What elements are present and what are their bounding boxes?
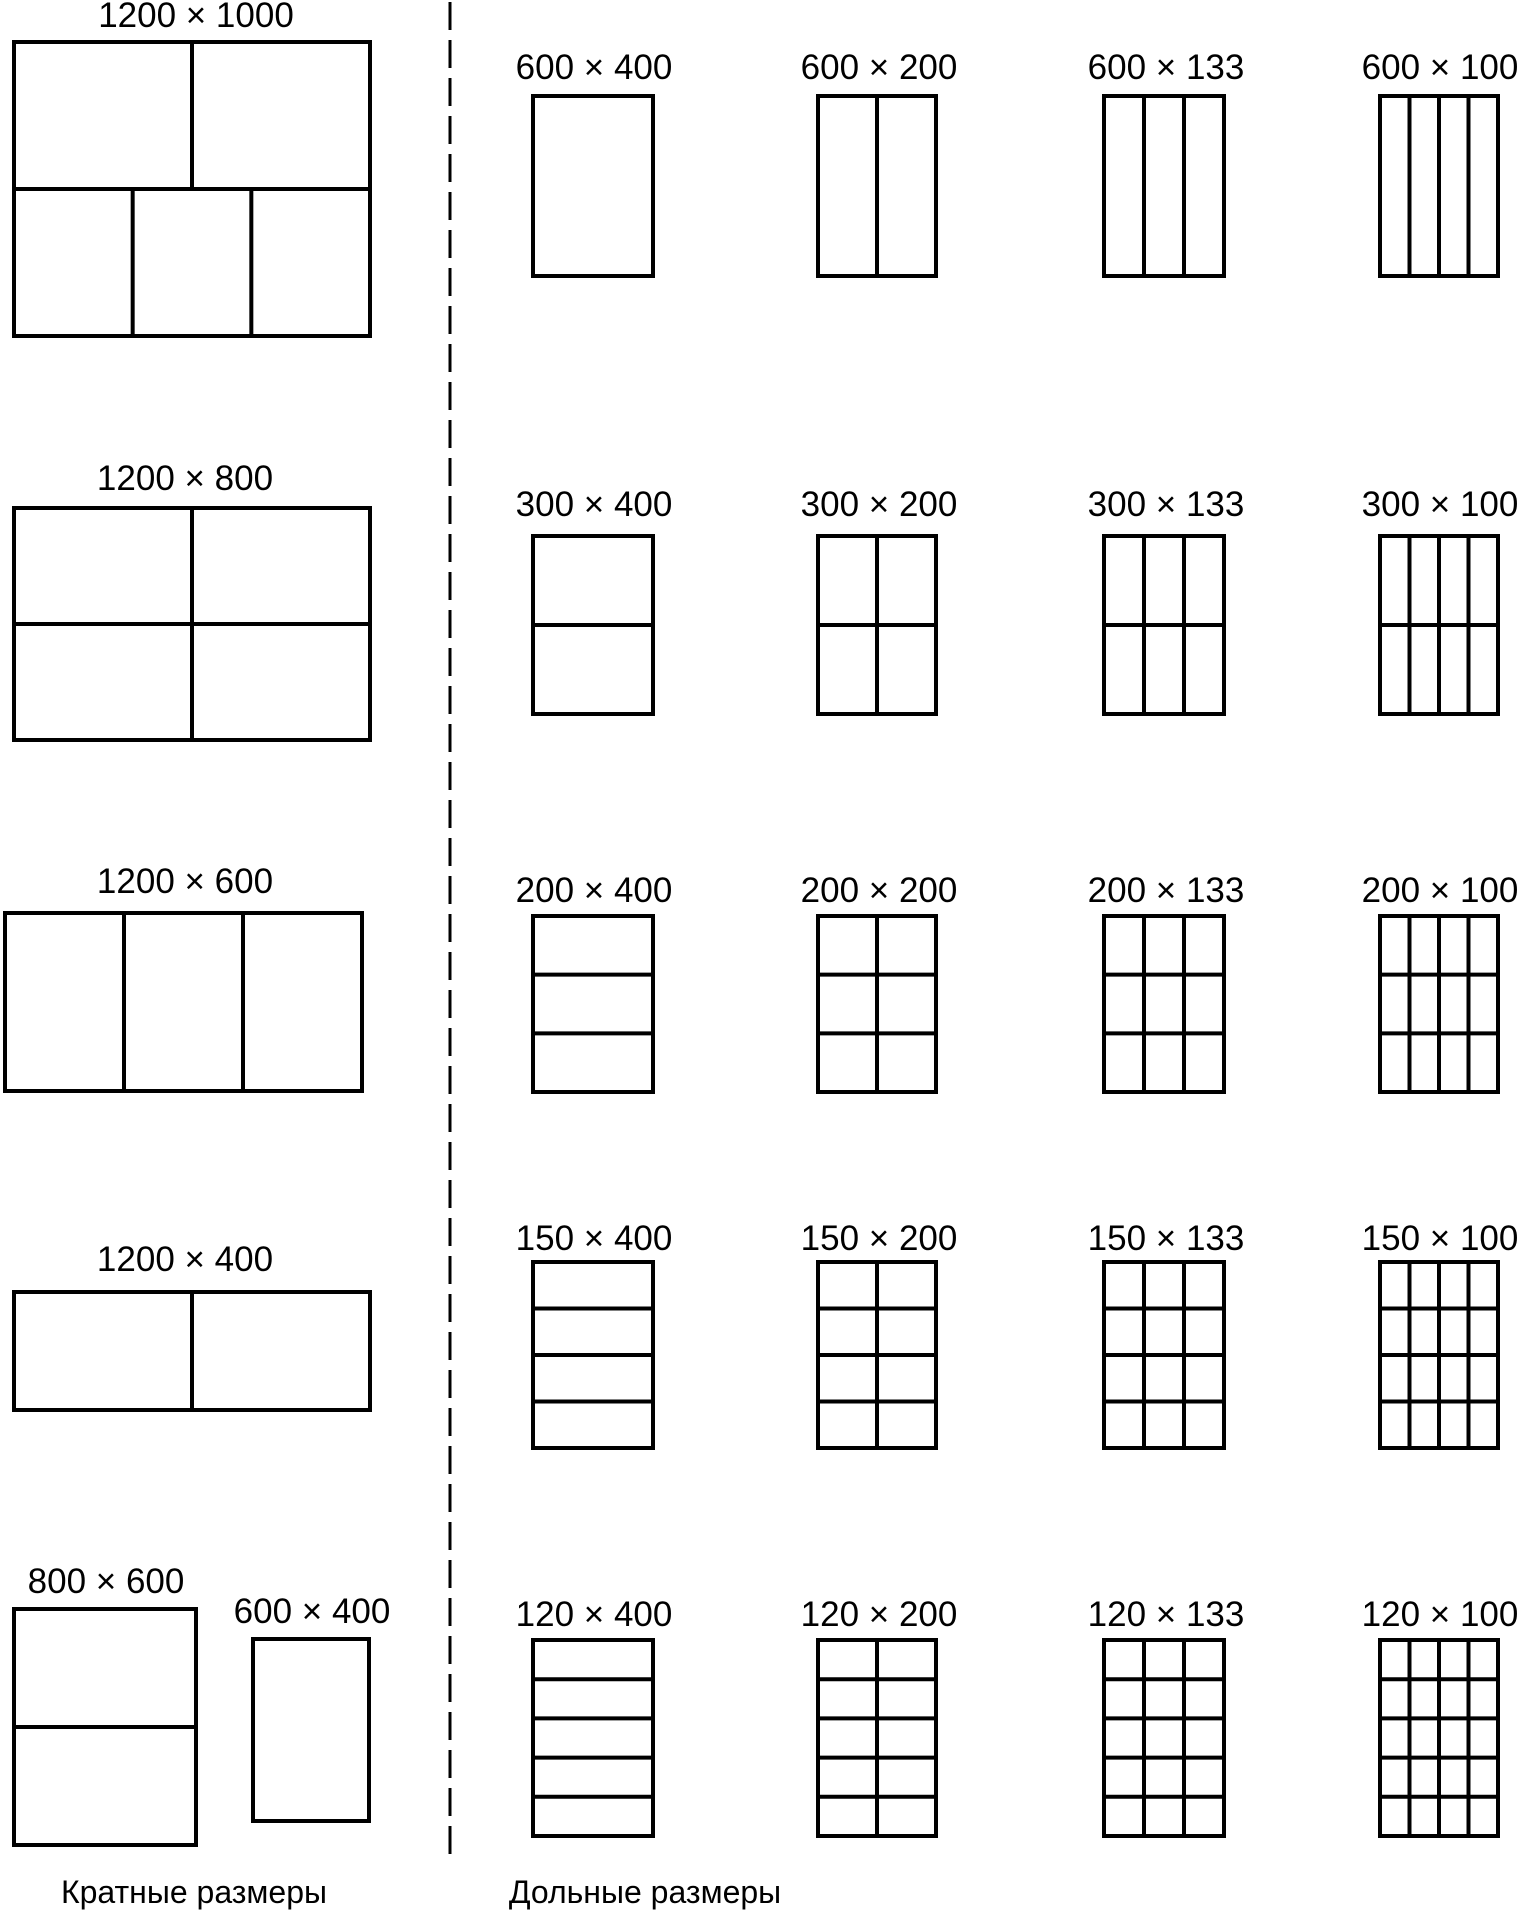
size-label: 300 × 133 [1087, 485, 1245, 524]
fractional-size-f-150x133 [1088, 1219, 1245, 1448]
fractional-size-f-300x100 [1362, 485, 1519, 714]
size-label: 150 × 400 [515, 1219, 673, 1258]
fractional-size-f-600x200 [801, 48, 958, 276]
fractional-size-f-300x400 [516, 485, 673, 714]
fractional-size-f-120x400 [516, 1595, 673, 1836]
multiple-size-m-600x400 [234, 1592, 391, 1821]
size-label: 1200 × 400 [96, 1240, 274, 1279]
pallet-frame [533, 1640, 653, 1836]
pallet-frame [1104, 1640, 1224, 1836]
size-label: 1200 × 1000 [98, 0, 294, 35]
size-label: 1200 × 800 [96, 459, 274, 498]
size-label: 800 × 600 [27, 1562, 185, 1601]
fractional-size-f-120x200 [801, 1595, 958, 1836]
fractional-size-f-120x133 [1088, 1595, 1245, 1836]
fractional-sizes-caption: Дольные размеры [508, 1874, 782, 1910]
pallet-frame [533, 916, 653, 1092]
pallet-frame [253, 1639, 369, 1821]
fractional-size-f-600x133 [1088, 48, 1245, 276]
fractional-size-f-600x100 [1362, 48, 1519, 276]
pallet-frame [1104, 916, 1224, 1092]
fractional-size-f-200x200 [801, 871, 958, 1092]
fractional-size-f-200x400 [516, 871, 673, 1092]
fractional-size-f-120x100 [1362, 1595, 1519, 1836]
multiple-sizes-caption: Кратные размеры [60, 1874, 328, 1910]
size-label: 300 × 200 [800, 485, 958, 524]
size-label: 120 × 133 [1087, 1595, 1245, 1634]
fractional-size-f-300x200 [801, 485, 958, 714]
size-label: 600 × 400 [515, 48, 673, 87]
size-label: 600 × 400 [233, 1592, 391, 1631]
multiple-size-m-1200x600 [5, 862, 362, 1091]
size-label: 600 × 133 [1087, 48, 1245, 87]
size-label: 120 × 200 [800, 1595, 958, 1634]
size-label: 150 × 200 [800, 1219, 958, 1258]
fractional-size-f-150x200 [801, 1219, 958, 1448]
size-label: 300 × 400 [515, 485, 673, 524]
size-label: 120 × 100 [1361, 1595, 1519, 1634]
size-label: 150 × 100 [1361, 1219, 1519, 1258]
multiple-size-m-800x600 [14, 1562, 196, 1845]
fractional-size-f-200x133 [1088, 871, 1245, 1092]
size-label: 300 × 100 [1361, 485, 1519, 524]
multiple-size-m-1200x800 [14, 459, 370, 740]
pallet-frame [1104, 96, 1224, 276]
size-label: 150 × 133 [1087, 1219, 1245, 1258]
fractional-size-f-300x133 [1088, 485, 1245, 714]
multiple-size-m-1200x1000 [14, 0, 370, 336]
size-label: 1200 × 600 [96, 862, 274, 901]
size-label: 200 × 400 [515, 871, 673, 910]
size-label: 200 × 200 [800, 871, 958, 910]
fractional-size-f-150x100 [1362, 1219, 1519, 1448]
pallet-frame [5, 913, 362, 1091]
size-label: 120 × 400 [515, 1595, 673, 1634]
size-label: 200 × 133 [1087, 871, 1245, 910]
multiple-size-m-1200x400 [14, 1240, 370, 1410]
fractional-size-f-150x400 [516, 1219, 673, 1448]
fractional-size-f-600x400 [516, 48, 673, 276]
multiple-sizes-group [5, 0, 390, 1845]
size-label: 200 × 100 [1361, 871, 1519, 910]
size-label: 600 × 100 [1361, 48, 1519, 87]
pallet-frame [533, 96, 653, 276]
fractional-sizes-group [516, 48, 1519, 1836]
fractional-size-f-200x100 [1362, 871, 1519, 1092]
size-label: 600 × 200 [800, 48, 958, 87]
